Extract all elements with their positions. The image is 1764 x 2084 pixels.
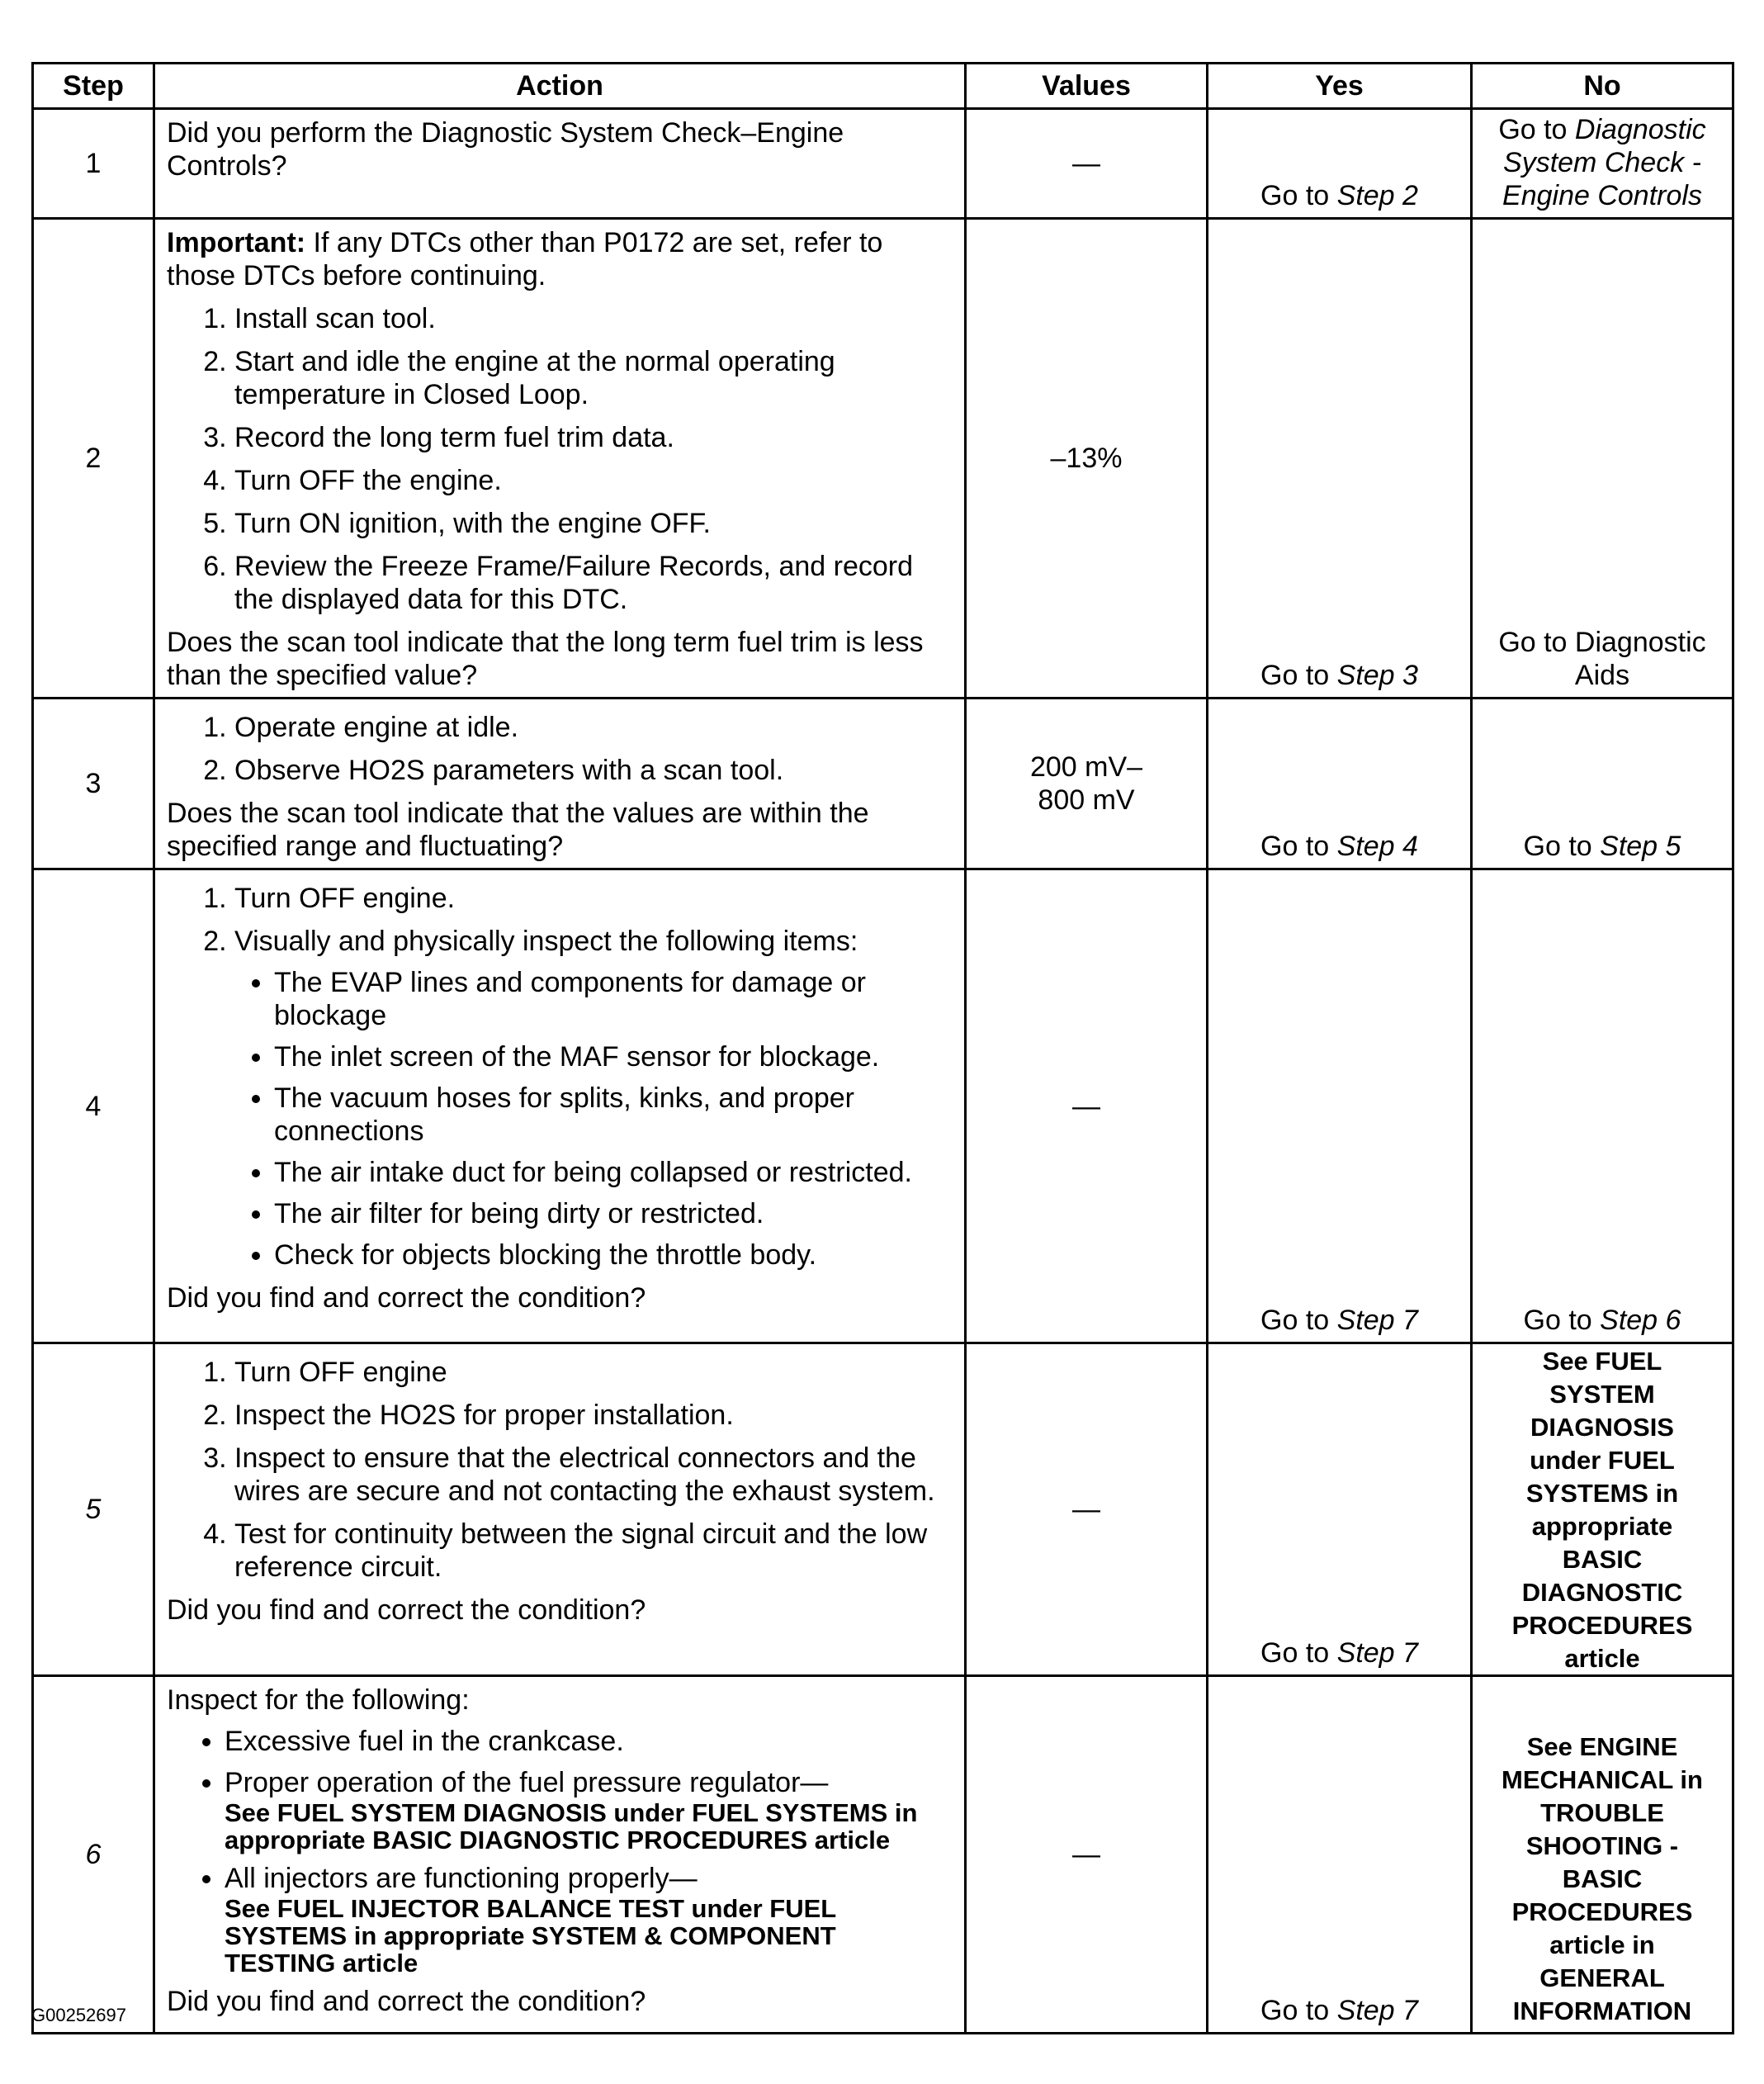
value-cell: — [966, 869, 1208, 1343]
action-cell [154, 869, 966, 1343]
important-note: Important: If any DTCs other than P0172 are set, refer to those DTCs before continuing. [167, 227, 883, 291]
list-item: 2. Observe HO2S parameters with a scan tool. [234, 754, 953, 787]
question-text: Did you find and correct the condition? [167, 1594, 646, 1626]
no-cell[interactable] [1472, 1343, 1733, 1676]
yes-cell: Go to Step 7 [1208, 869, 1472, 1343]
list-item: 2. Start and idle the engine at the normal operating temperature in Closed Loop. [234, 345, 953, 411]
table-row [33, 869, 1733, 1343]
list-item: 2. Inspect the HO2S for proper installation. [234, 1399, 953, 1432]
value-cell: — [966, 1676, 1208, 2034]
step-link[interactable]: Step 6 [1600, 1305, 1681, 1336]
header-row [33, 64, 1733, 109]
step-number: 4 [33, 869, 154, 1343]
question-text: Does the scan tool indicate that the long term fuel trim is less than the specified value? [167, 627, 924, 691]
action-cell [154, 109, 966, 219]
no-cell: Go to Diagnostic System Check - Engine Controls [1472, 109, 1733, 219]
list-item: 1. Turn OFF engine [234, 1356, 953, 1389]
step-link[interactable]: Step 3 [1336, 660, 1418, 691]
step-link[interactable]: Step 7 [1336, 1995, 1418, 2026]
header-step: Step [33, 64, 154, 109]
bullet-list [167, 1725, 953, 1977]
list-item: • Proper operation of the fuel pressure regulator— See FUEL SYSTEM DIAGNOSIS under FUEL SYSTEMS in appropriate BASIC DIAGNOSTIC PROCEDURES article [225, 1766, 953, 1854]
question-text: Did you find and correct the condition? [167, 1986, 646, 2017]
list-item: • The vacuum hoses for splits, kinks, and proper connections [274, 1082, 953, 1148]
yes-cell: Go to Step 2 [1208, 109, 1472, 219]
value-cell: 200 mV– 800 mV [966, 699, 1208, 869]
list-item: 1. Operate engine at idle. [234, 711, 953, 744]
list-item: 3. Inspect to ensure that the electrical connectors and the wires are secure and not contacting the exhaust system. [234, 1442, 953, 1508]
action-cell [154, 219, 966, 699]
no-cell[interactable] [1472, 1676, 1733, 2034]
table-row [33, 699, 1733, 869]
yes-cell: Go to Step 7 [1208, 1676, 1472, 2034]
list-item: 6. Review the Freeze Frame/Failure Records, and record the displayed data for this DTC. [234, 550, 953, 616]
figure-id: G00252697 [31, 2005, 126, 2025]
list-item: 4. Test for continuity between the signal circuit and the low reference circuit. [234, 1518, 953, 1584]
value-cell: –13% [966, 219, 1208, 699]
header-values: Values [966, 64, 1208, 109]
question-text: Did you perform the Diagnostic System Check–Engine Controls? [167, 117, 844, 182]
step-list [167, 882, 953, 1272]
engine-mechanical-reference[interactable]: See ENGINE MECHANICAL in TROUBLE SHOOTING - BASIC PROCEDURES article in GENERAL INFORMATION [1502, 1732, 1703, 2025]
step-list [167, 711, 953, 787]
list-item: 3. Record the long term fuel trim data. [234, 421, 953, 454]
yes-cell: Go to Step 7 [1208, 1343, 1472, 1676]
step-link[interactable]: Step 2 [1336, 180, 1418, 211]
header-action: Action [154, 64, 966, 109]
fuel-system-diagnosis-reference[interactable]: See FUEL SYSTEM DIAGNOSIS under FUEL SYSTEMS in appropriate BASIC DIAGNOSTIC PROCEDURES article [1511, 1347, 1693, 1673]
question-text: Did you find and correct the condition? [167, 1282, 646, 1314]
step-number: 1 [33, 109, 154, 219]
header-yes: Yes [1208, 64, 1472, 109]
header-no: No [1472, 64, 1733, 109]
no-cell: Go to Step 6 [1472, 869, 1733, 1343]
step-number: 6 [33, 1676, 154, 2034]
list-item: 2. Visually and physically inspect the following items: • The EVAP lines and components for damage or blockage • The inlet screen of the MAF sensor for blockage. • The vacuum hoses for splits, kinks, and proper connections • The air intake duct for being collapsed or restricted. • The air filter for being dirty or restricted. • Check for objects blocking the throttle body. [234, 925, 953, 1272]
step-link[interactable]: Step 7 [1336, 1305, 1418, 1336]
step-link[interactable]: Step 7 [1336, 1637, 1418, 1669]
intro-text: Inspect for the following: [167, 1684, 470, 1716]
action-cell [154, 699, 966, 869]
action-cell [154, 1343, 966, 1676]
step-number: 5 [33, 1343, 154, 1676]
step-number: 2 [33, 219, 154, 699]
reference-text[interactable]: See FUEL SYSTEM DIAGNOSIS under FUEL SYSTEMS in appropriate BASIC DIAGNOSTIC PROCEDURES article [225, 1798, 918, 1854]
step-list [167, 1356, 953, 1584]
list-item: • Excessive fuel in the crankcase. [225, 1725, 953, 1758]
bullet-list [234, 966, 953, 1272]
list-item: 4. Turn OFF the engine. [234, 464, 953, 497]
value-cell: — [966, 1343, 1208, 1676]
step-link[interactable]: Step 5 [1600, 831, 1681, 862]
list-item: • Check for objects blocking the throttle body. [274, 1239, 953, 1272]
list-item: 1. Turn OFF engine. [234, 882, 953, 915]
list-item: • The air filter for being dirty or restricted. [274, 1197, 953, 1230]
list-item: • The air intake duct for being collapsed or restricted. [274, 1156, 953, 1189]
step-link[interactable]: Step 4 [1336, 831, 1418, 862]
question-text: Does the scan tool indicate that the values are within the specified range and fluctuating? [167, 798, 869, 862]
list-item: 1. Install scan tool. [234, 302, 953, 335]
list-item: 5. Turn ON ignition, with the engine OFF. [234, 507, 953, 540]
diagnostic-table [31, 62, 1734, 2034]
list-item: • The inlet screen of the MAF sensor for blockage. [274, 1040, 953, 1073]
diagnostic-system-check-link[interactable]: Diagnostic System Check - Engine Controls [1502, 114, 1706, 211]
list-item: • All injectors are functioning properly— See FUEL INJECTOR BALANCE TEST under FUEL SYSTEMS in appropriate SYSTEM & COMPONENT TESTING article [225, 1862, 953, 1977]
reference-text[interactable]: See FUEL INJECTOR BALANCE TEST under FUEL SYSTEMS in appropriate SYSTEM & COMPONENT TESTING article [225, 1894, 836, 1977]
step-number: 3 [33, 699, 154, 869]
no-cell: Go to Step 5 [1472, 699, 1733, 869]
action-cell [154, 1676, 966, 2034]
table-row [33, 219, 1733, 699]
table-row [33, 1343, 1733, 1676]
yes-cell: Go to Step 3 [1208, 219, 1472, 699]
yes-cell: Go to Step 4 [1208, 699, 1472, 869]
no-cell[interactable]: Go to Diagnostic Aids [1472, 219, 1733, 699]
table-row [33, 109, 1733, 219]
list-item: • The EVAP lines and components for damage or blockage [274, 966, 953, 1032]
table-row [33, 1676, 1733, 2034]
step-list [167, 302, 953, 616]
value-cell: — [966, 109, 1208, 219]
